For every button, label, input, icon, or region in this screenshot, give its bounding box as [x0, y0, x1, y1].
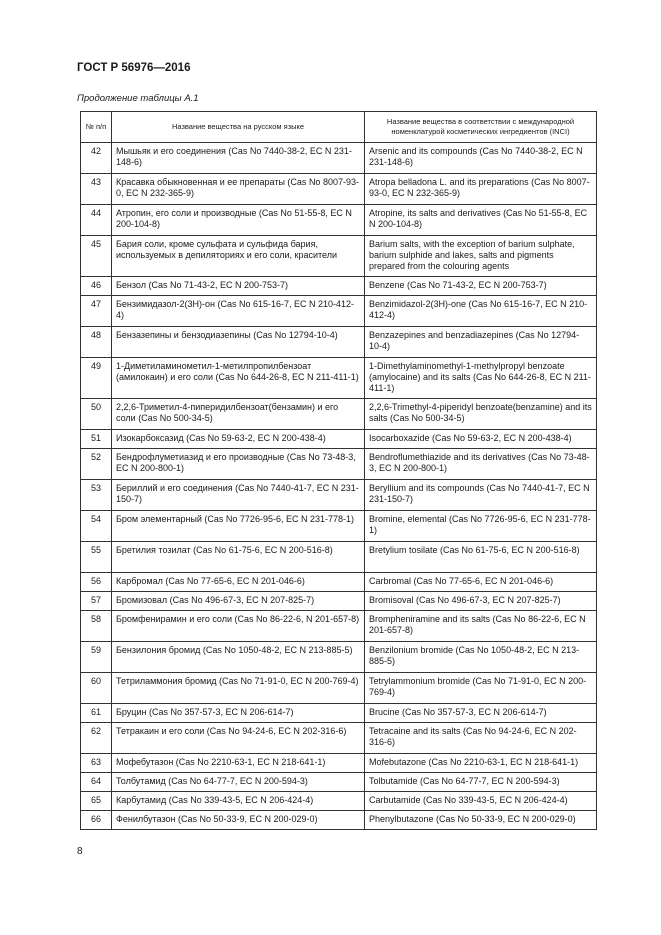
russian-name: Толбутамид (Cas No 64-77-7, EC N 200-594-3) [112, 773, 365, 792]
inci-name: Barium salts, with the exception of barium sulphate, barium sulphide and lakes, salts and pigments prepared from the colouring agents [365, 236, 597, 277]
row-number: 62 [81, 723, 112, 754]
row-number: 63 [81, 754, 112, 773]
table-row [81, 430, 597, 449]
row-number: 64 [81, 773, 112, 792]
inci-name: Phenylbutazone (Cas No 50-33-9, EC N 200-029-0) [365, 811, 597, 830]
russian-name: 2,2,6-Триметил-4-пиперидилбензоат(бензамин) и его соли (Cas No 500-34-5) [112, 399, 365, 430]
inci-name: Carbutamide (Cas No 339-43-5, EC N 206-424-4) [365, 792, 597, 811]
russian-name: Бария соли, кроме сульфата и сульфида бария, используемых в депиляториях и его соли, красители [112, 236, 365, 277]
inci-name: Carbromal (Cas No 77-65-6, EC N 201-046-6) [365, 573, 597, 592]
row-number: 46 [81, 277, 112, 296]
inci-name: Isocarboxazide (Cas No 59-63-2, EC N 200-438-4) [365, 430, 597, 449]
inci-name: Brompheniramine and its salts (Cas No 86-22-6, EC N 201-657-8) [365, 611, 597, 642]
table-row [81, 792, 597, 811]
table-row [81, 611, 597, 642]
inci-name: Arsenic and its compounds (Cas No 7440-38-2, EC N 231-148-6) [365, 143, 597, 174]
row-number: 42 [81, 143, 112, 174]
table-row [81, 480, 597, 511]
table-row [81, 704, 597, 723]
page-number: 8 [77, 846, 83, 857]
row-number: 51 [81, 430, 112, 449]
inci-name: Beryllium and its compounds (Cas No 7440-41-7, EC N 231-150-7) [365, 480, 597, 511]
russian-name: 1-Диметиламинометил-1-метилпропилбензоат (амилокаин) и его соли (Cas No 644-26-8, EC N 211-411-1) [112, 358, 365, 399]
table-row [81, 773, 597, 792]
russian-name: Бензазепины и бензодиазепины (Cas No 12794-10-4) [112, 327, 365, 358]
table-row [81, 723, 597, 754]
inci-name: Benzilonium bromide (Cas No 1050-48-2, EC N 213-885-5) [365, 642, 597, 673]
russian-name: Тетриламмония бромид (Cas No 71-91-0, EC N 200-769-4) [112, 673, 365, 704]
table-row [81, 296, 597, 327]
inci-name: Bendroflumethiazide and its derivatives (Cas No 73-48-3, EC N 200-800-1) [365, 449, 597, 480]
russian-name: Карбутамид (Cas No 339-43-5, EC N 206-424-4) [112, 792, 365, 811]
inci-name: Brucine (Cas No 357-57-3, EC N 206-614-7) [365, 704, 597, 723]
inci-name: 1-Dimethylaminomethyl-1-methylpropyl benzoate (amylocaine) and its salts (Cas No 644-26-8, EC N 211-411-1) [365, 358, 597, 399]
row-number: 55 [81, 542, 112, 573]
table-row [81, 277, 597, 296]
inci-name: Bromisoval (Cas No 496-67-3, EC N 207-825-7) [365, 592, 597, 611]
table-row [81, 205, 597, 236]
table-row [81, 143, 597, 174]
table-row [81, 754, 597, 773]
row-number: 54 [81, 511, 112, 542]
table-row [81, 358, 597, 399]
russian-name: Тетракаин и его соли (Cas No 94-24-6, EC N 202-316-6) [112, 723, 365, 754]
russian-name: Бензимидазол-2(3H)-он (Cas No 615-16-7, EC N 210-412-4) [112, 296, 365, 327]
russian-name: Бендрофлуметиазид и его производные (Cas No 73-48-3, EC N 200-800-1) [112, 449, 365, 480]
column-header-inci-name: Название вещества в соответствии с международной номенклатурой косметических ингредиентов (INCI) [365, 112, 597, 143]
table-row [81, 642, 597, 673]
russian-name: Карбромал (Cas No 77-65-6, EC N 201-046-6) [112, 573, 365, 592]
table-row [81, 174, 597, 205]
row-number: 50 [81, 399, 112, 430]
russian-name: Бретилия тозилат (Cas No 61-75-6, EC N 200-516-8) [112, 542, 365, 573]
table-row [81, 673, 597, 704]
russian-name: Бромфенирамин и его соли (Cas No 86-22-6, N 201-657-8) [112, 611, 365, 642]
inci-name: Benzene (Cas No 71-43-2, EC N 200-753-7) [365, 277, 597, 296]
table-row [81, 811, 597, 830]
row-number: 52 [81, 449, 112, 480]
inci-name: Atropine, its salts and derivatives (Cas No 51-55-8, EC N 200-104-8) [365, 205, 597, 236]
russian-name: Атропин, его соли и производные (Cas No 51-55-8, EC N 200-104-8) [112, 205, 365, 236]
inci-name: 2,2,6-Trimethyl-4-piperidyl benzoate(benzamine) and its salts (Cas No 500-34-5) [365, 399, 597, 430]
column-header-number: № п/п [81, 112, 112, 143]
inci-name: Mofebutazone (Cas No 2210-63-1, EC N 218-641-1) [365, 754, 597, 773]
table-row [81, 573, 597, 592]
table-row [81, 399, 597, 430]
russian-name: Бензол (Cas No 71-43-2, EC N 200-753-7) [112, 277, 365, 296]
inci-name: Bretylium tosilate (Cas No 61-75-6, EC N 200-516-8) [365, 542, 597, 573]
row-number: 57 [81, 592, 112, 611]
inci-name: Bromine, elemental (Cas No 7726-95-6, EC N 231-778-1) [365, 511, 597, 542]
inci-name: Benzimidazol-2(3H)-one (Cas No 615-16-7, EC N 210-412-4) [365, 296, 597, 327]
row-number: 65 [81, 792, 112, 811]
document-title: ГОСТ Р 56976—2016 [77, 62, 191, 74]
row-number: 43 [81, 174, 112, 205]
row-number: 53 [81, 480, 112, 511]
table-caption: Продолжение таблицы А.1 [77, 93, 199, 104]
russian-name: Фенилбутазон (Cas No 50-33-9, EC N 200-029-0) [112, 811, 365, 830]
russian-name: Бромизовал (Cas No 496-67-3, EC N 207-825-7) [112, 592, 365, 611]
russian-name: Бром элементарный (Cas No 7726-95-6, EC N 231-778-1) [112, 511, 365, 542]
russian-name: Бериллий и его соединения (Cas No 7440-41-7, EC N 231-150-7) [112, 480, 365, 511]
substances-table [80, 111, 597, 830]
table-row [81, 327, 597, 358]
table-row [81, 449, 597, 480]
table-body [81, 143, 597, 830]
row-number: 61 [81, 704, 112, 723]
column-header-russian-name: Название вещества на русском языке [112, 112, 365, 143]
inci-name: Tolbutamide (Cas No 64-77-7, EC N 200-594-3) [365, 773, 597, 792]
row-number: 58 [81, 611, 112, 642]
russian-name: Красавка обыкновенная и ее препараты (Cas No 8007-93-0, EC N 232-365-9) [112, 174, 365, 205]
row-number: 45 [81, 236, 112, 277]
russian-name: Изокарбоксазид (Cas No 59-63-2, EC N 200-438-4) [112, 430, 365, 449]
inci-name: Tetrylammonium bromide (Cas No 71-91-0, EC N 200-769-4) [365, 673, 597, 704]
inci-name: Tetracaine and its salts (Cas No 94-24-6, EC N 202-316-6) [365, 723, 597, 754]
russian-name: Мышьяк и его соединения (Cas No 7440-38-2, EC N 231-148-6) [112, 143, 365, 174]
inci-name: Atropa belladona L. and its preparations (Cas No 8007-93-0, EC N 232-365-9) [365, 174, 597, 205]
table-row [81, 542, 597, 573]
russian-name: Мофебутазон (Cas No 2210-63-1, EC N 218-641-1) [112, 754, 365, 773]
row-number: 59 [81, 642, 112, 673]
russian-name: Бензилония бромид (Cas No 1050-48-2, EC N 213-885-5) [112, 642, 365, 673]
row-number: 44 [81, 205, 112, 236]
row-number: 49 [81, 358, 112, 399]
inci-name: Benzazepines and benzadiazepines (Cas No 12794-10-4) [365, 327, 597, 358]
row-number: 66 [81, 811, 112, 830]
row-number: 47 [81, 296, 112, 327]
row-number: 60 [81, 673, 112, 704]
row-number: 56 [81, 573, 112, 592]
russian-name: Бруцин (Cas No 357-57-3, EC N 206-614-7) [112, 704, 365, 723]
row-number: 48 [81, 327, 112, 358]
table-row [81, 511, 597, 542]
table-row [81, 592, 597, 611]
table-row [81, 236, 597, 277]
